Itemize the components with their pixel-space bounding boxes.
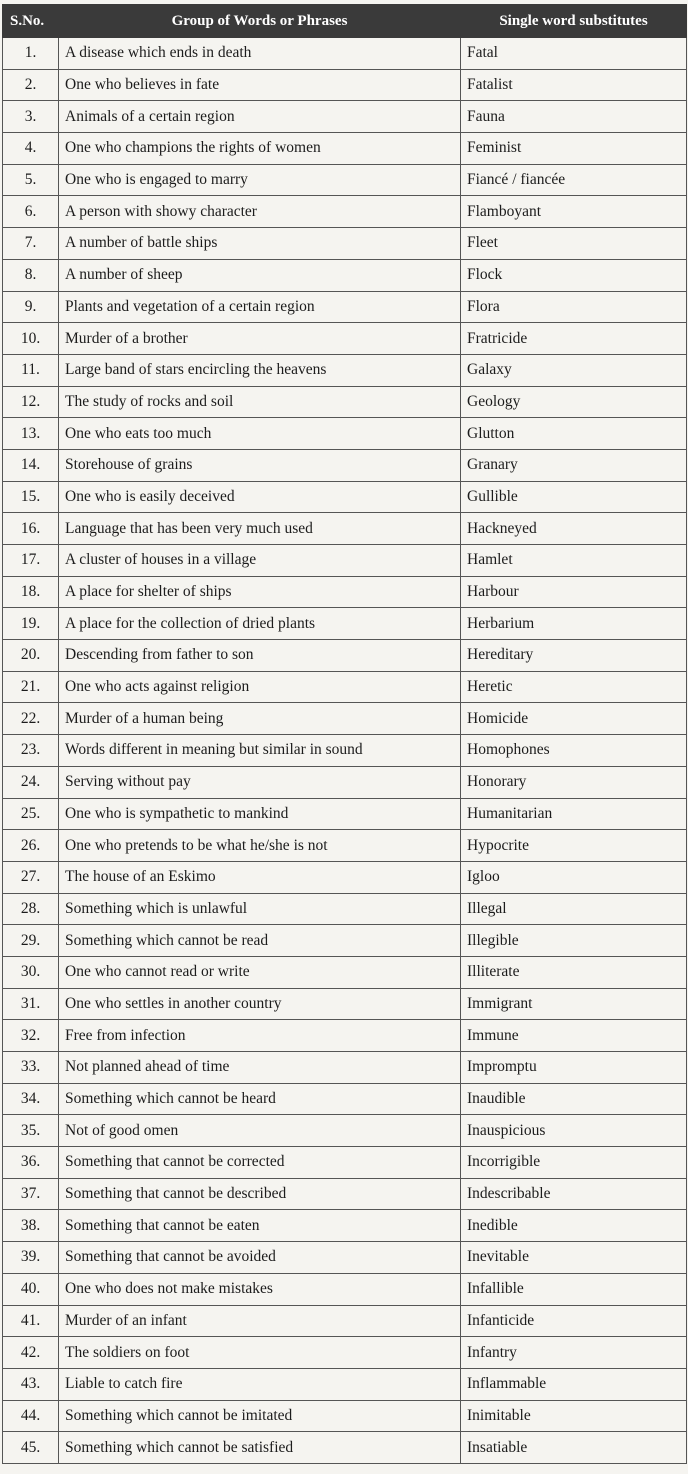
row-sno: 5. [3,164,59,196]
table-row [3,38,687,70]
table-row [3,956,687,988]
row-word: Inedible [461,1210,687,1242]
table-row [3,766,687,798]
row-sno: 19. [3,608,59,640]
row-sno: 23. [3,735,59,767]
table-row [3,545,687,577]
row-word: Fatal [461,38,687,70]
row-phrase: Something which cannot be satisfied [59,1432,461,1464]
row-sno: 41. [3,1305,59,1337]
row-sno: 35. [3,1115,59,1147]
row-phrase: Murder of a brother [59,323,461,355]
row-word: Igloo [461,861,687,893]
row-sno: 12. [3,386,59,418]
row-phrase: One who is sympathetic to mankind [59,798,461,830]
row-word: Fleet [461,228,687,260]
row-phrase: Something that cannot be eaten [59,1210,461,1242]
row-word: Infantry [461,1337,687,1369]
row-sno: 4. [3,133,59,165]
row-phrase: Something that cannot be described [59,1178,461,1210]
row-word: Flamboyant [461,196,687,228]
row-sno: 40. [3,1273,59,1305]
row-sno: 45. [3,1432,59,1464]
row-phrase: One who settles in another country [59,988,461,1020]
row-sno: 28. [3,893,59,925]
row-word: Heretic [461,671,687,703]
row-phrase: A disease which ends in death [59,38,461,70]
row-phrase: Words different in meaning but similar in sound [59,735,461,767]
row-word: Indescribable [461,1178,687,1210]
row-word: Hypocrite [461,830,687,862]
row-word: Gullible [461,481,687,513]
row-word: Glutton [461,418,687,450]
table-row [3,228,687,260]
row-word: Inevitable [461,1242,687,1274]
row-word: Inaudible [461,1083,687,1115]
row-sno: 18. [3,576,59,608]
table-row [3,1368,687,1400]
row-sno: 1. [3,38,59,70]
row-sno: 13. [3,418,59,450]
row-sno: 27. [3,861,59,893]
row-word: Inauspicious [461,1115,687,1147]
row-sno: 6. [3,196,59,228]
row-phrase: Something that cannot be avoided [59,1242,461,1274]
row-word: Fiancé / fiancée [461,164,687,196]
row-word: Immigrant [461,988,687,1020]
table-row [3,1178,687,1210]
row-sno: 15. [3,481,59,513]
row-word: Homophones [461,735,687,767]
row-phrase: A person with showy character [59,196,461,228]
table-row [3,386,687,418]
table-row [3,133,687,165]
table-row [3,861,687,893]
row-phrase: A cluster of houses in a village [59,545,461,577]
row-word: Homicide [461,703,687,735]
row-sno: 9. [3,291,59,323]
header-group-of-words: Group of Words or Phrases [59,5,461,38]
row-word: Honorary [461,766,687,798]
row-sno: 37. [3,1178,59,1210]
row-sno: 11. [3,354,59,386]
table-row [3,449,687,481]
row-phrase: Something which is unlawful [59,893,461,925]
row-word: Fratricide [461,323,687,355]
table-row [3,418,687,450]
row-sno: 26. [3,830,59,862]
row-sno: 33. [3,1052,59,1084]
header-row [3,5,687,38]
row-phrase: One who does not make mistakes [59,1273,461,1305]
table-row [3,735,687,767]
row-word: Fatalist [461,69,687,101]
row-word: Fauna [461,101,687,133]
table-row [3,1052,687,1084]
row-sno: 8. [3,259,59,291]
row-word: Herbarium [461,608,687,640]
row-word: Illegal [461,893,687,925]
row-word: Illiterate [461,956,687,988]
row-word: Harbour [461,576,687,608]
table-row [3,1115,687,1147]
row-phrase: The study of rocks and soil [59,386,461,418]
table-row [3,830,687,862]
row-sno: 43. [3,1368,59,1400]
table-row [3,1337,687,1369]
header-sno: S.No. [3,5,59,38]
table-row [3,513,687,545]
row-phrase: Murder of a human being [59,703,461,735]
row-sno: 3. [3,101,59,133]
row-sno: 32. [3,1020,59,1052]
row-phrase: Something that cannot be corrected [59,1147,461,1179]
row-word: Infanticide [461,1305,687,1337]
row-phrase: Not planned ahead of time [59,1052,461,1084]
table-row [3,481,687,513]
table-row [3,893,687,925]
table-row [3,671,687,703]
row-word: Illegible [461,925,687,957]
row-sno: 36. [3,1147,59,1179]
row-word: Galaxy [461,354,687,386]
row-sno: 17. [3,545,59,577]
row-sno: 42. [3,1337,59,1369]
row-sno: 34. [3,1083,59,1115]
row-sno: 14. [3,449,59,481]
row-sno: 29. [3,925,59,957]
row-word: Humanitarian [461,798,687,830]
row-word: Incorrigible [461,1147,687,1179]
row-word: Immune [461,1020,687,1052]
row-sno: 20. [3,640,59,672]
row-word: Hamlet [461,545,687,577]
row-phrase: One who champions the rights of women [59,133,461,165]
row-phrase: The house of an Eskimo [59,861,461,893]
row-sno: 39. [3,1242,59,1274]
row-phrase: Something which cannot be heard [59,1083,461,1115]
row-word: Insatiable [461,1432,687,1464]
row-phrase: A place for shelter of ships [59,576,461,608]
row-word: Hereditary [461,640,687,672]
row-word: Flora [461,291,687,323]
table-row [3,1273,687,1305]
row-sno: 7. [3,228,59,260]
row-word: Infallible [461,1273,687,1305]
row-phrase: One who is engaged to marry [59,164,461,196]
row-phrase: Plants and vegetation of a certain region [59,291,461,323]
row-phrase: Free from infection [59,1020,461,1052]
table-row [3,354,687,386]
row-phrase: One who eats too much [59,418,461,450]
row-word: Geology [461,386,687,418]
row-word: Granary [461,449,687,481]
header-single-word: Single word substitutes [461,5,687,38]
row-sno: 24. [3,766,59,798]
row-phrase: Murder of an infant [59,1305,461,1337]
row-sno: 21. [3,671,59,703]
row-sno: 16. [3,513,59,545]
table-row [3,576,687,608]
row-word: Inflammable [461,1368,687,1400]
table-row [3,291,687,323]
row-sno: 10. [3,323,59,355]
row-sno: 31. [3,988,59,1020]
row-phrase: One who believes in fate [59,69,461,101]
row-phrase: One who cannot read or write [59,956,461,988]
row-phrase: Storehouse of grains [59,449,461,481]
table-body [3,38,687,1464]
substitutes-table [2,4,687,1464]
table-row [3,798,687,830]
row-word: Inimitable [461,1400,687,1432]
row-sno: 30. [3,956,59,988]
row-phrase: Large band of stars encircling the heavens [59,354,461,386]
table-row [3,988,687,1020]
row-phrase: Animals of a certain region [59,101,461,133]
row-phrase: Serving without pay [59,766,461,798]
row-sno: 44. [3,1400,59,1432]
table-row [3,640,687,672]
row-phrase: Not of good omen [59,1115,461,1147]
row-sno: 2. [3,69,59,101]
row-word: Flock [461,259,687,291]
table-row [3,259,687,291]
table-row [3,69,687,101]
table-row [3,1305,687,1337]
row-phrase: Descending from father to son [59,640,461,672]
table-header [3,5,687,38]
row-phrase: Liable to catch fire [59,1368,461,1400]
table-row [3,608,687,640]
row-phrase: One who is easily deceived [59,481,461,513]
table-row [3,196,687,228]
row-phrase: A place for the collection of dried plants [59,608,461,640]
row-phrase: Something which cannot be imitated [59,1400,461,1432]
table-row [3,703,687,735]
table-row [3,1242,687,1274]
table-row [3,925,687,957]
table-row [3,1432,687,1464]
row-phrase: One who pretends to be what he/she is not [59,830,461,862]
row-phrase: One who acts against religion [59,671,461,703]
row-phrase: A number of battle ships [59,228,461,260]
row-phrase: Something which cannot be read [59,925,461,957]
row-word: Hackneyed [461,513,687,545]
row-phrase: Language that has been very much used [59,513,461,545]
table-row [3,1083,687,1115]
table-row [3,1147,687,1179]
row-phrase: The soldiers on foot [59,1337,461,1369]
table-row [3,1210,687,1242]
row-sno: 25. [3,798,59,830]
row-sno: 22. [3,703,59,735]
table-row [3,323,687,355]
row-phrase: A number of sheep [59,259,461,291]
row-sno: 38. [3,1210,59,1242]
table-row [3,1400,687,1432]
table-row [3,164,687,196]
row-word: Feminist [461,133,687,165]
table-row [3,101,687,133]
table-row [3,1020,687,1052]
row-word: Impromptu [461,1052,687,1084]
